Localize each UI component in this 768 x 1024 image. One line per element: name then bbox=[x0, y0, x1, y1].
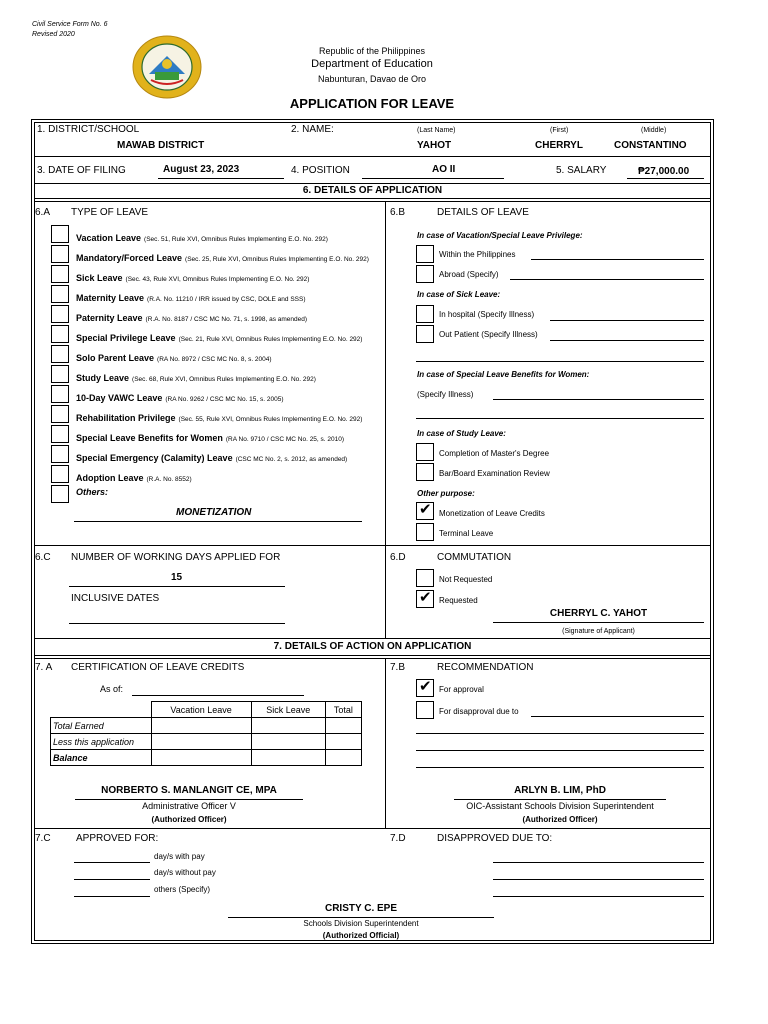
underline bbox=[627, 178, 704, 179]
leave-type-reference: (R.A. No. 8187 / CSC MC No. 71, s. 1998, as amended) bbox=[145, 316, 308, 323]
officer-title: Administrative Officer V bbox=[142, 801, 236, 811]
underline bbox=[74, 879, 150, 880]
republic-heading: Republic of the Philippines bbox=[318, 46, 426, 56]
underline bbox=[550, 320, 704, 321]
signature-line bbox=[228, 917, 494, 918]
underline bbox=[74, 521, 362, 522]
masters-label: Completion of Master's Degree bbox=[439, 449, 550, 458]
divider bbox=[34, 198, 711, 199]
col-sick-header: Sick Leave bbox=[251, 702, 325, 718]
applicant-signature-label: (Signature of Applicant) bbox=[562, 628, 635, 635]
women-heading: In case of Special Leave Benefits for Women: bbox=[417, 370, 590, 379]
signature-line bbox=[493, 622, 704, 623]
bar-review-label: Bar/Board Examination Review bbox=[439, 469, 550, 478]
first-name-value[interactable]: CHERRYL bbox=[535, 140, 583, 151]
table-cell[interactable] bbox=[151, 718, 251, 734]
leave-type-checkbox[interactable] bbox=[51, 325, 69, 343]
position-label: 4. POSITION bbox=[291, 165, 350, 176]
not-requested-label: Not Requested bbox=[439, 575, 493, 584]
leave-type-checkbox[interactable] bbox=[51, 465, 69, 483]
row-label: Balance bbox=[51, 750, 152, 766]
leave-type-reference: (Sec. 21, Rule XVI, Omnibus Rules Implementing E.O. No. 292) bbox=[178, 336, 363, 343]
leave-type-reference: (R.A. No. 11210 / IRR issued by CSC, DOLE and SSS) bbox=[147, 296, 306, 303]
leave-type-item bbox=[76, 428, 344, 446]
out-patient-label: Out Patient (Specify Illness) bbox=[439, 330, 538, 339]
underline bbox=[550, 340, 704, 341]
leave-type-item bbox=[76, 328, 362, 346]
leave-type-item bbox=[76, 448, 347, 466]
others-value[interactable]: MONETIZATION bbox=[176, 507, 252, 518]
salary-label: 5. SALARY bbox=[556, 165, 607, 176]
leave-type-name: Vacation Leave bbox=[76, 233, 142, 243]
abroad-checkbox[interactable] bbox=[416, 265, 434, 283]
leave-type-name: Solo Parent Leave bbox=[76, 353, 155, 363]
underline bbox=[74, 862, 150, 863]
section6c-number: 6.C bbox=[35, 552, 51, 563]
leave-type-checkbox[interactable] bbox=[51, 265, 69, 283]
divider bbox=[34, 545, 711, 546]
section6d-title: COMMUTATION bbox=[437, 552, 512, 563]
check-mark-icon: ✔ bbox=[419, 500, 432, 518]
leave-type-name: Sick Leave bbox=[76, 273, 123, 283]
leave-type-checkbox[interactable] bbox=[51, 285, 69, 303]
table-cell[interactable] bbox=[151, 750, 251, 766]
middle-name-value[interactable]: CONSTANTINO bbox=[614, 140, 687, 151]
divider bbox=[34, 658, 711, 659]
leave-type-checkbox[interactable] bbox=[51, 345, 69, 363]
underline bbox=[531, 259, 704, 260]
leave-type-reference: (CSC MC No. 2, s. 2012, as amended) bbox=[235, 456, 348, 463]
last-name-label: (Last Name) bbox=[417, 127, 456, 134]
table-cell[interactable] bbox=[251, 734, 325, 750]
days-with-pay-label: day/s with pay bbox=[154, 852, 205, 861]
approving-official-auth: (Authorized Official) bbox=[322, 931, 400, 940]
middle-name-label: (Middle) bbox=[641, 127, 667, 134]
underline bbox=[493, 862, 704, 863]
leave-type-checkbox[interactable] bbox=[51, 385, 69, 403]
section6-title: 6. DETAILS OF APPLICATION bbox=[302, 185, 443, 196]
leave-type-name: Adoption Leave bbox=[76, 473, 144, 483]
out-patient-checkbox[interactable] bbox=[416, 325, 434, 343]
seal-text bbox=[131, 34, 132, 35]
deped-seal-logo bbox=[131, 34, 203, 100]
underline bbox=[416, 418, 704, 419]
within-philippines-checkbox[interactable] bbox=[416, 245, 434, 263]
recommender-title: OIC-Assistant Schools Division Superintendent bbox=[466, 801, 654, 811]
leave-type-reference: (RA No. 8972 / CSC MC No. 8, s. 2004) bbox=[157, 356, 272, 363]
divider bbox=[34, 156, 711, 157]
leave-type-reference: (RA No. 9710 / CSC MC No. 25, s. 2010) bbox=[225, 436, 345, 443]
check-mark-icon: ✔ bbox=[419, 588, 432, 606]
form-revised: Revised 2020 bbox=[32, 31, 75, 38]
leave-type-reference: (Sec. 55, Rule XVI, Omnibus Rules Implementing E.O. No. 292) bbox=[178, 416, 363, 423]
leave-type-name: Mandatory/Forced Leave bbox=[76, 253, 183, 263]
in-hospital-checkbox[interactable] bbox=[416, 305, 434, 323]
for-disapproval-label: For disapproval due to bbox=[439, 707, 519, 716]
inclusive-dates-label: INCLUSIVE DATES bbox=[71, 593, 160, 604]
underline bbox=[362, 178, 504, 179]
location-heading: Nabunturan, Davao de Oro bbox=[317, 74, 427, 84]
section7b-title: RECOMMENDATION bbox=[437, 662, 534, 673]
leave-credits-table bbox=[50, 701, 362, 766]
leave-type-checkbox[interactable] bbox=[51, 225, 69, 243]
leave-type-reference: (Sec. 68, Rule XVI, Omnibus Rules Implementing E.O. No. 292) bbox=[132, 376, 316, 383]
abroad-label: Abroad (Specify) bbox=[439, 270, 499, 279]
underline bbox=[69, 586, 285, 587]
district-label: 1. DISTRICT/SCHOOL bbox=[37, 124, 140, 135]
sick-heading: In case of Sick Leave: bbox=[417, 290, 501, 299]
section7c-title: APPROVED FOR: bbox=[76, 833, 159, 844]
as-of-label: As of: bbox=[100, 684, 124, 694]
row-label: Total Earned bbox=[51, 718, 152, 734]
underline bbox=[74, 896, 150, 897]
section6a-title: TYPE OF LEAVE bbox=[71, 207, 149, 218]
divider bbox=[34, 638, 711, 639]
requested-label: Requested bbox=[439, 596, 478, 605]
leave-type-name: Rehabilitation Privilege bbox=[76, 413, 176, 423]
divider bbox=[385, 201, 386, 638]
leave-type-item bbox=[76, 388, 284, 406]
days-without-pay-label: day/s without pay bbox=[154, 868, 216, 877]
leave-type-name: Special Privilege Leave bbox=[76, 333, 176, 343]
section6b-title: DETAILS OF LEAVE bbox=[437, 207, 529, 218]
leave-type-item bbox=[76, 268, 309, 286]
section6a-number: 6.A bbox=[35, 207, 51, 218]
table-row bbox=[51, 750, 362, 766]
section7c-number: 7.C bbox=[35, 833, 51, 844]
leave-type-checkbox[interactable] bbox=[51, 425, 69, 443]
leave-type-reference: (Sec. 43, Rule XVI, Omnibus Rules Implementing E.O. No. 292) bbox=[125, 276, 310, 283]
row-label: Less this application bbox=[51, 734, 152, 750]
others-checkbox[interactable] bbox=[51, 485, 69, 503]
applicant-name: CHERRYL C. YAHOT bbox=[549, 608, 648, 619]
department-heading: Department of Education bbox=[311, 58, 433, 70]
terminal-leave-label: Terminal Leave bbox=[439, 529, 494, 538]
vacation-heading: In case of Vacation/Special Leave Privilege: bbox=[417, 231, 583, 240]
working-days-value[interactable]: 15 bbox=[171, 572, 183, 583]
divider bbox=[34, 828, 711, 829]
leave-type-reference: (R.A. No. 8552) bbox=[146, 476, 192, 483]
underline bbox=[69, 623, 285, 624]
underline bbox=[531, 716, 704, 717]
within-philippines-label: Within the Philippines bbox=[439, 250, 516, 259]
underline bbox=[493, 879, 704, 880]
officer-auth: (Authorized Officer) bbox=[151, 815, 227, 824]
page-title: APPLICATION FOR LEAVE bbox=[289, 96, 455, 111]
first-name-label: (First) bbox=[550, 127, 569, 134]
for-approval-checkbox[interactable] bbox=[416, 679, 434, 697]
approving-official-name: CRISTY C. EPE bbox=[324, 903, 398, 914]
underline bbox=[132, 695, 304, 696]
other-purpose-heading: Other purpose: bbox=[417, 489, 475, 498]
check-mark-icon: ✔ bbox=[419, 677, 432, 695]
section7b-number: 7.B bbox=[390, 662, 406, 673]
table-cell[interactable] bbox=[325, 750, 361, 766]
for-disapproval-checkbox[interactable] bbox=[416, 701, 434, 719]
leave-type-checkbox[interactable] bbox=[51, 445, 69, 463]
study-heading: In case of Study Leave: bbox=[417, 429, 506, 438]
monetization-checkbox[interactable] bbox=[416, 502, 434, 520]
col-total-header: Total bbox=[325, 702, 361, 718]
table-row bbox=[51, 734, 362, 750]
terminal-leave-checkbox[interactable] bbox=[416, 523, 434, 541]
leave-type-checkbox[interactable] bbox=[51, 405, 69, 423]
leave-type-name: Special Emergency (Calamity) Leave bbox=[76, 453, 233, 463]
table-cell[interactable] bbox=[151, 734, 251, 750]
leave-type-checkbox[interactable] bbox=[51, 245, 69, 263]
underline bbox=[416, 733, 704, 734]
underline bbox=[416, 750, 704, 751]
leave-type-name: 10-Day VAWC Leave bbox=[76, 393, 163, 403]
table-cell[interactable] bbox=[251, 750, 325, 766]
approving-official-title: Schools Division Superintendent bbox=[303, 919, 419, 928]
section6b-number: 6.B bbox=[390, 207, 406, 218]
recommender-auth: (Authorized Officer) bbox=[522, 815, 598, 824]
date-filing-label: 3. DATE OF FILING bbox=[37, 165, 126, 176]
leave-type-name: Special Leave Benefits for Women bbox=[76, 433, 223, 443]
officer-name: NORBERTO S. MANLANGIT CE, MPA bbox=[101, 785, 277, 796]
col-vacation-header: Vacation Leave bbox=[151, 702, 251, 718]
in-hospital-label: In hospital (Specify Illness) bbox=[439, 310, 535, 319]
underline bbox=[158, 178, 284, 179]
for-approval-label: For approval bbox=[439, 685, 484, 694]
section7d-title: DISAPPROVED DUE TO: bbox=[437, 833, 553, 844]
leave-type-reference: (Sec. 25, Rule XVI, Omnibus Rules Implementing E.O. No. 292) bbox=[185, 256, 369, 263]
leave-type-item bbox=[76, 308, 307, 326]
leave-type-item bbox=[76, 288, 306, 306]
table-row bbox=[51, 718, 362, 734]
leave-type-name: Maternity Leave bbox=[76, 293, 145, 303]
signature-line bbox=[454, 799, 666, 800]
salary-value[interactable]: ₱27,000.00 bbox=[638, 166, 690, 177]
requested-checkbox[interactable] bbox=[416, 590, 434, 608]
masters-checkbox[interactable] bbox=[416, 443, 434, 461]
table-cell[interactable] bbox=[251, 718, 325, 734]
leave-type-item bbox=[76, 408, 362, 426]
leave-type-name: Paternity Leave bbox=[76, 313, 143, 323]
leave-type-item bbox=[76, 348, 272, 366]
bar-review-checkbox[interactable] bbox=[416, 463, 434, 481]
last-name-value[interactable]: YAHOT bbox=[417, 140, 452, 151]
section6c-title: NUMBER OF WORKING DAYS APPLIED FOR bbox=[71, 552, 281, 563]
section6d-number: 6.D bbox=[390, 552, 406, 563]
leave-type-reference: (Sec. 51, Rule XVI, Omnibus Rules Implementing E.O. No. 292) bbox=[144, 236, 328, 243]
divider bbox=[34, 201, 711, 202]
leave-type-checkbox[interactable] bbox=[51, 365, 69, 383]
section7a-title: CERTIFICATION OF LEAVE CREDITS bbox=[71, 662, 245, 673]
name-label: 2. NAME: bbox=[291, 124, 334, 135]
underline bbox=[493, 896, 704, 897]
section7a-number: 7. A bbox=[35, 662, 53, 673]
leave-type-item bbox=[76, 368, 316, 386]
specify-illness-label: (Specify Illness) bbox=[417, 390, 474, 399]
underline bbox=[416, 767, 704, 768]
leave-type-item bbox=[76, 248, 369, 266]
others-label: Others: bbox=[76, 487, 109, 497]
leave-type-name: Study Leave bbox=[76, 373, 130, 383]
leave-type-reference: (RA No. 9262 / CSC MC No. 15, s. 2005) bbox=[165, 396, 284, 403]
leave-type-checkbox[interactable] bbox=[51, 305, 69, 323]
underline bbox=[493, 399, 704, 400]
table-cell[interactable] bbox=[325, 718, 361, 734]
divider bbox=[385, 658, 386, 828]
signature-line bbox=[75, 799, 303, 800]
underline bbox=[510, 279, 704, 280]
district-value[interactable]: MAWAB DISTRICT bbox=[117, 140, 205, 151]
others-specify-label: others (Specify) bbox=[154, 885, 211, 894]
divider bbox=[34, 655, 711, 656]
position-value[interactable]: AO II bbox=[432, 164, 456, 175]
divider bbox=[34, 183, 711, 184]
underline bbox=[416, 361, 704, 362]
table-cell[interactable] bbox=[325, 734, 361, 750]
not-requested-checkbox[interactable] bbox=[416, 569, 434, 587]
form-number: Civil Service Form No. 6 bbox=[32, 21, 108, 28]
section7d-number: 7.D bbox=[390, 833, 406, 844]
date-filing-value[interactable]: August 23, 2023 bbox=[163, 164, 240, 175]
recommender-name: ARLYN B. LIM, PhD bbox=[514, 785, 606, 796]
monetization-label: Monetization of Leave Credits bbox=[439, 509, 545, 518]
section7-title: 7. DETAILS OF ACTION ON APPLICATION bbox=[273, 641, 472, 652]
leave-type-item bbox=[76, 468, 192, 486]
leave-type-item bbox=[76, 228, 328, 246]
